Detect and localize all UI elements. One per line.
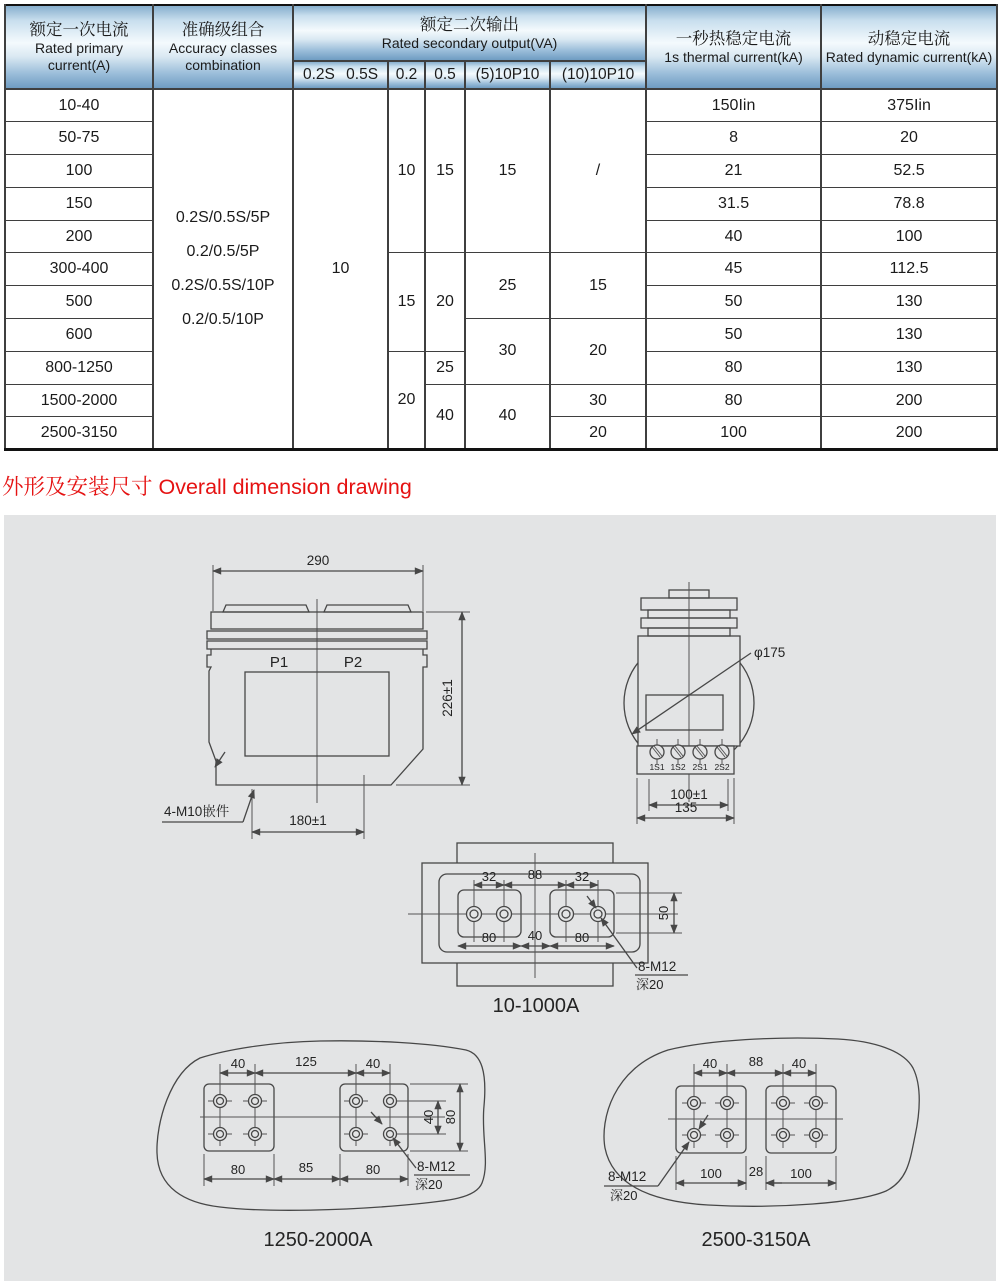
cell-10p10: 20 (550, 417, 646, 450)
dim-hole-pitch: 40 (791, 1056, 807, 1071)
section-title-en: Overall dimension drawing (158, 475, 412, 499)
drawing-caption: 1250-2000A (263, 1229, 373, 1251)
cell-va02: 20 (388, 351, 425, 449)
cell-thermal: 8 (646, 122, 821, 155)
cell-dynamic: 100 (821, 220, 997, 253)
cell-primary: 300-400 (5, 253, 153, 286)
dim-hole-pitch: 40 (702, 1056, 718, 1071)
dim-pad-width: 100 (790, 1166, 812, 1181)
cell-va05: 20 (425, 253, 465, 351)
cell-dynamic: 130 (821, 286, 997, 319)
cell-10p10: 20 (550, 319, 646, 385)
header-dynamic-en: Rated dynamic current(kA) (825, 48, 993, 65)
cell-10p10: 30 (550, 384, 646, 417)
terminal-label: 2S2 (714, 762, 730, 772)
col-header-dynamic (821, 5, 997, 89)
cell-5p10: 40 (465, 384, 550, 450)
cell-thermal: 40 (646, 220, 821, 253)
dimension-drawing-panel (4, 515, 996, 1281)
dim-gap: 88 (527, 867, 543, 882)
dim-pad-gap: 85 (298, 1160, 314, 1175)
sub-header-5-10p10: (5)10P10 (465, 61, 550, 89)
drawing-caption: 2500-3150A (701, 1229, 811, 1251)
cell-dynamic: 78.8 (821, 187, 997, 220)
dim-hole-row-pitch: 40 (421, 1109, 436, 1125)
cell-thermal: 100 (646, 417, 821, 450)
mounting-view-2500-3150 (598, 1028, 930, 1270)
dim-pad-width: 80 (230, 1162, 246, 1177)
dim-base-bottom: 180±1 (289, 813, 327, 828)
header-accuracy-zh: 准确级组合 (181, 21, 265, 39)
side-view-drawing (585, 558, 829, 850)
dim-hole-pitch: 40 (365, 1056, 381, 1071)
dim-pad-width: 80 (365, 1162, 381, 1177)
cell-primary: 150 (5, 187, 153, 220)
sub-header-02: 0.2 (388, 61, 425, 89)
cell-primary: 200 (5, 220, 153, 253)
cell-va05: 40 (425, 384, 465, 450)
accuracy-line: 0.2/0.5/5P (186, 243, 260, 261)
terminal-p2-label: P2 (343, 654, 363, 671)
dim-pad-height: 50 (656, 905, 671, 921)
dim-gap: 125 (295, 1054, 317, 1069)
cell-10p10: / (550, 89, 646, 253)
cell-va-02s05s: 10 (293, 89, 388, 450)
cell-primary: 1500-2000 (5, 384, 153, 417)
header-secondary-en: Rated secondary output(VA) (381, 34, 558, 51)
bolt-spec-label: 8-M12 (417, 1159, 456, 1174)
header-accuracy-en: Accuracy classes combination (168, 40, 278, 73)
dim-strip-width: 135 (674, 800, 698, 815)
header-thermal-zh: 一秒热稳定电流 (675, 29, 792, 48)
dim-pad-gap: 28 (748, 1164, 764, 1179)
drawing-caption: 10-1000A (492, 995, 580, 1017)
dim-hole-pitch: 32 (481, 869, 497, 884)
dim-pad-width: 100 (700, 1166, 722, 1181)
header-secondary-zh: 额定二次输出 (420, 15, 520, 34)
dim-height-right: 226±1 (440, 679, 455, 717)
cell-va05: 25 (425, 351, 465, 384)
dim-width-top: 290 (306, 553, 330, 568)
terminal-p1-label: P1 (269, 654, 289, 671)
cell-primary: 500 (5, 286, 153, 319)
dim-diameter: φ175 (754, 645, 786, 660)
cell-thermal: 21 (646, 155, 821, 188)
insert-label: 4-M10嵌件 (164, 804, 230, 819)
mounting-view-10-1000 (390, 818, 690, 1025)
cell-dynamic: 130 (821, 319, 997, 352)
header-primary-zh: 额定一次电流 (29, 21, 129, 39)
cell-va02: 15 (388, 253, 425, 351)
bolt-depth-label: 深20 (610, 1188, 638, 1203)
cell-thermal: 80 (646, 384, 821, 417)
cell-5p10: 30 (465, 319, 550, 385)
terminal-label: 1S1 (649, 762, 665, 772)
cell-5p10: 15 (465, 89, 550, 253)
header-dynamic-zh: 动稳定电流 (867, 29, 951, 48)
spec-table (4, 4, 998, 451)
col-header-accuracy (153, 5, 293, 89)
cell-primary: 100 (5, 155, 153, 188)
cell-dynamic: 200 (821, 417, 997, 450)
cell-10p10: 15 (550, 253, 646, 319)
terminal-label: 1S2 (670, 762, 686, 772)
dim-pad-height: 80 (443, 1109, 458, 1125)
accuracy-line: 0.2S/0.5S/10P (171, 277, 275, 295)
dim-pad-gap: 40 (527, 928, 543, 943)
dim-pad-width: 80 (481, 930, 497, 945)
cell-thermal: 45 (646, 253, 821, 286)
front-view-drawing (146, 535, 510, 857)
header-thermal-en: 1s thermal current(kA) (664, 48, 803, 65)
cell-primary: 2500-3150 (5, 417, 153, 450)
dim-hole-pitch: 32 (574, 869, 590, 884)
cell-primary: 10-40 (5, 89, 153, 122)
section-title-zh: 外形及安装尺寸 (2, 475, 153, 499)
terminal-label: 2S1 (692, 762, 708, 772)
col-header-thermal (646, 5, 821, 89)
sub-header-02s-05s: 0.2S 0.5S (293, 61, 388, 89)
dim-terminal-span: 100±1 (670, 787, 708, 802)
bolt-spec-label: 8-M12 (608, 1169, 647, 1184)
cell-dynamic: 52.5 (821, 155, 997, 188)
cell-5p10: 25 (465, 253, 550, 319)
cell-va02: 10 (388, 89, 425, 253)
table-row (5, 89, 997, 122)
cell-accuracy-combinations (153, 89, 293, 450)
col-header-primary (5, 5, 153, 89)
bolt-depth-label: 深20 (636, 977, 664, 992)
accuracy-line: 0.2/0.5/10P (182, 311, 264, 329)
cell-primary: 50-75 (5, 122, 153, 155)
section-title (2, 470, 412, 501)
header-primary-en: Rated primary current(A) (35, 40, 123, 73)
cell-thermal: 80 (646, 351, 821, 384)
cell-thermal: 31.5 (646, 187, 821, 220)
cell-dynamic: 112.5 (821, 253, 997, 286)
accuracy-line: 0.2S/0.5S/5P (175, 209, 271, 227)
bolt-spec-label: 8-M12 (638, 959, 677, 974)
cell-thermal: 50 (646, 319, 821, 352)
cell-thermal: 150Iin (646, 89, 821, 122)
cell-va05: 15 (425, 89, 465, 253)
dim-pad-width: 80 (574, 930, 590, 945)
dim-hole-pitch: 40 (230, 1056, 246, 1071)
cell-dynamic: 130 (821, 351, 997, 384)
col-header-secondary-output (293, 5, 646, 61)
cell-dynamic: 20 (821, 122, 997, 155)
sub-header-05: 0.5 (425, 61, 465, 89)
cell-dynamic: 200 (821, 384, 997, 417)
dim-gap: 88 (748, 1054, 764, 1069)
sub-header-10-10p10: (10)10P10 (550, 61, 646, 89)
cell-primary: 600 (5, 319, 153, 352)
cell-thermal: 50 (646, 286, 821, 319)
cell-primary: 800-1250 (5, 351, 153, 384)
cell-dynamic: 375Iin (821, 89, 997, 122)
mounting-view-1250-2000 (150, 1028, 510, 1270)
bolt-depth-label: 深20 (415, 1177, 443, 1192)
